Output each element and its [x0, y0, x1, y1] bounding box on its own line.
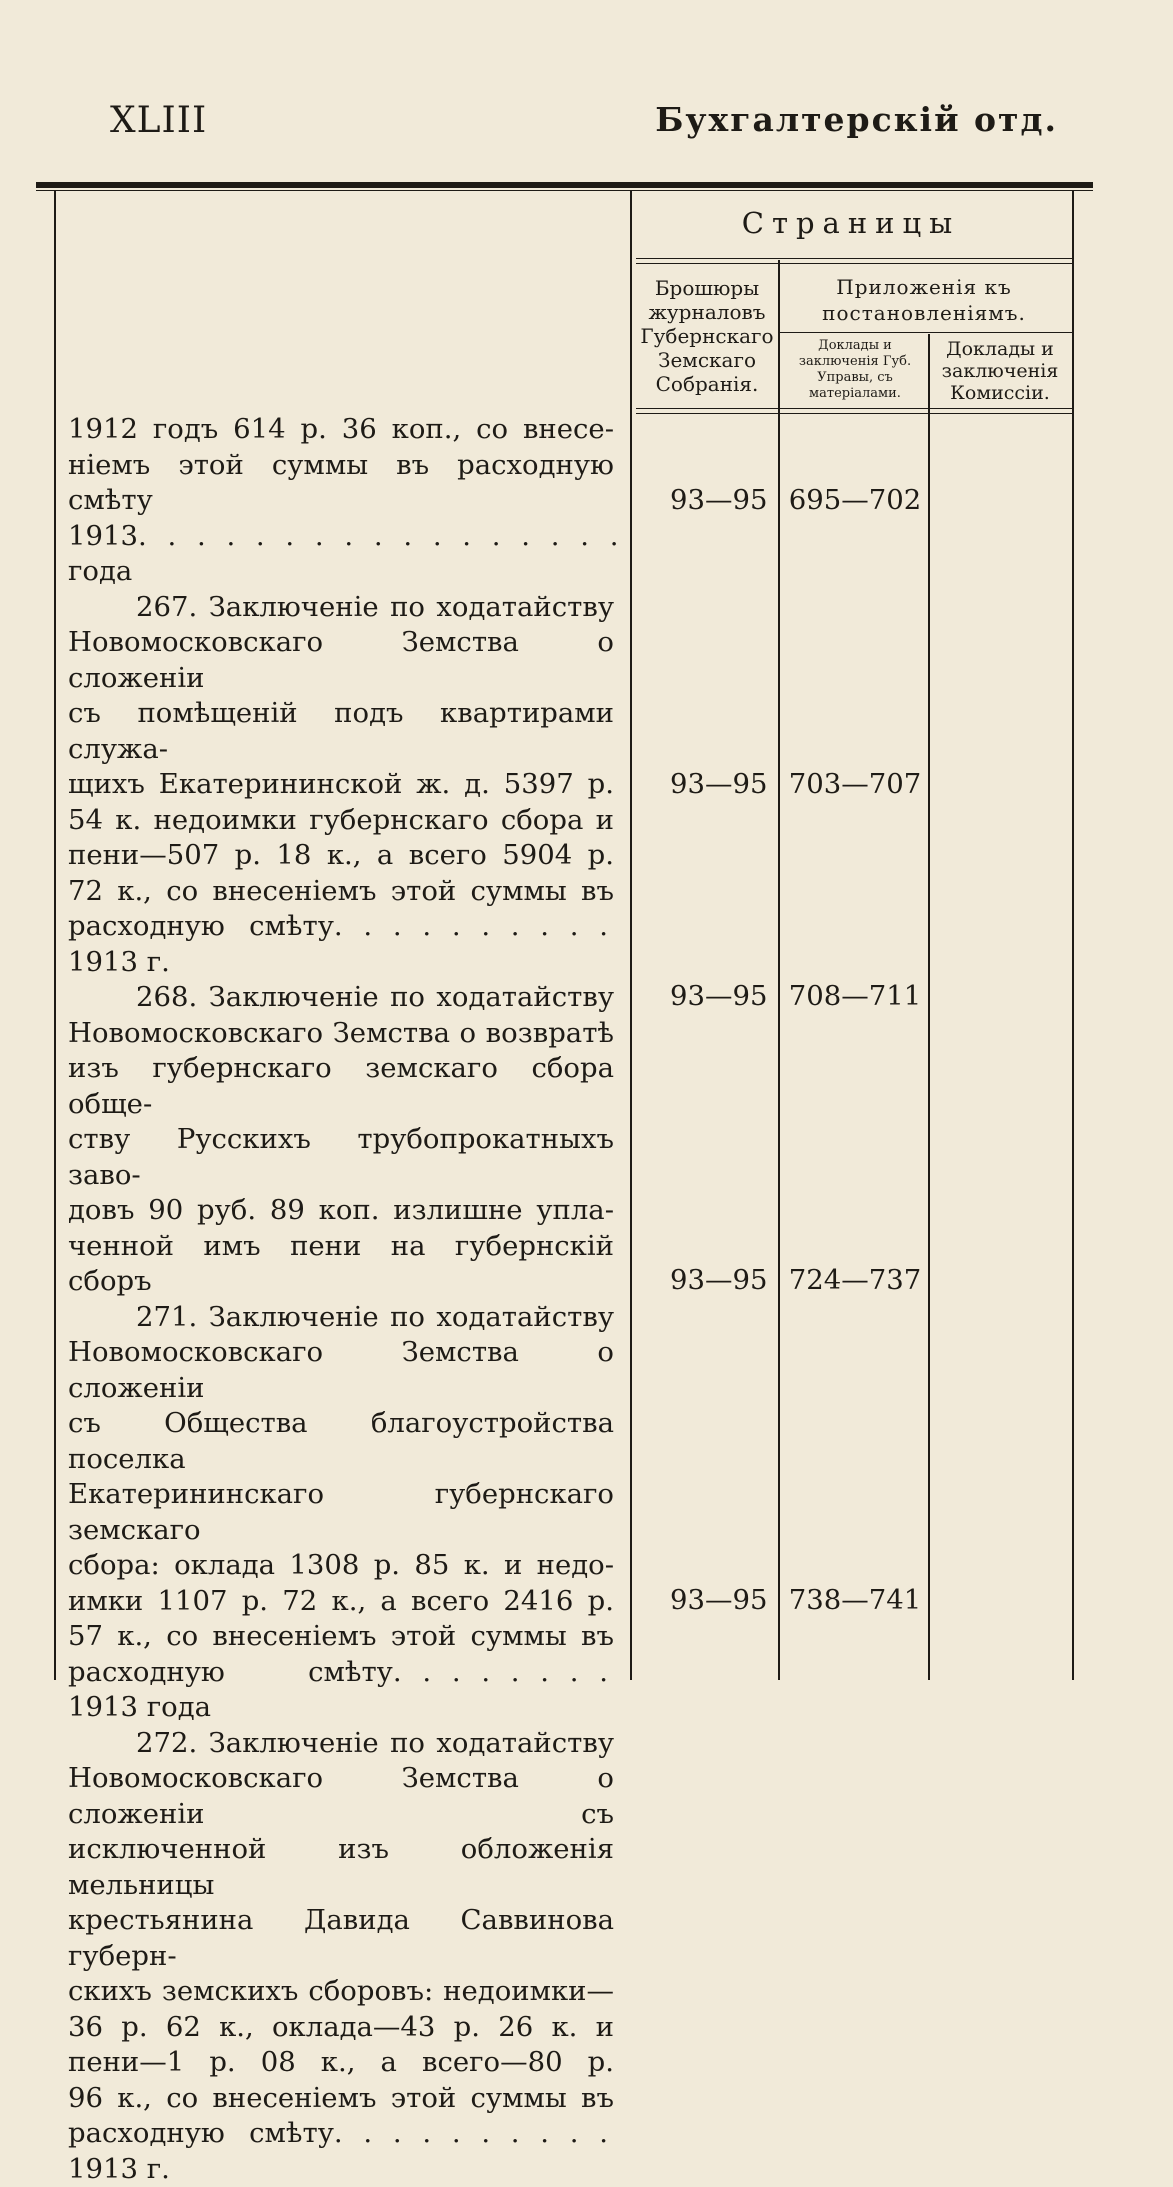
header-rule-3b [636, 413, 1072, 414]
leader-dots: . . . . . . . . [392, 1655, 614, 1688]
entry-line: Новомосковскаго Земства о возвратѣ [68, 1016, 614, 1049]
entry-line: имки 1107 р. 72 к., а всего 2416 р. [68, 1584, 614, 1617]
leader-dots: . . . . . . . . . . . . . . . . . [138, 519, 625, 552]
entry-line: ству Русскихъ трубопрокатныхъ заво- [68, 1123, 614, 1191]
column-header-pages: Страницы [741, 206, 961, 240]
leader-dots: . . . . . . . . . . [333, 2117, 614, 2149]
entry-line: изъ губернскаго земскаго сбора обще- [68, 1052, 614, 1120]
header-rule-1b [636, 263, 1072, 264]
column-divider-brochures [778, 260, 780, 1680]
entry-line: съ помѣщеній подъ квартирами служа- [68, 697, 614, 765]
entry-line: 54 к. недоимки губернскаго сбора и [68, 803, 614, 836]
column-header-reports-uprava: Доклады и заключенія Губ. Управы, съ матеріалами. [798, 338, 912, 401]
entry-last-text: расходную смѣту 1913 г. [68, 910, 334, 978]
brochure-pages: 93—95 [670, 980, 768, 1012]
entry-line: съ Общества благоустройства поселка [68, 1407, 614, 1475]
entry-line: 96 к., со внесеніемъ этой суммы въ [68, 2081, 614, 2114]
column-divider-text [630, 190, 632, 1680]
entry-line: 267. Заключеніе по ходатайству [136, 590, 614, 623]
entry-line: довъ 90 руб. 89 коп. излишне упла- [68, 1194, 614, 1226]
entry-line: Новомосковскаго Земства о сложеніи съ [68, 1762, 614, 1830]
header-rule-3 [636, 408, 1072, 409]
entry-line: 271. Заключеніе по ходатайству [136, 1300, 614, 1333]
column-header-brochures: Брошюры журналовъ Губернскаго Земскаго Собранія. [640, 276, 774, 396]
entry-line: сбора: оклада 1308 р. 85 к. и недо- [68, 1549, 614, 1581]
appendix-pages: 703—707 [788, 768, 922, 800]
page-number: XLIII [110, 100, 208, 141]
entry-line: скихъ земскихъ сборовъ: недоимки— [68, 1975, 614, 2007]
entry-last-line [68, 2116, 614, 2187]
column-divider-appendices [928, 334, 930, 1680]
entry-line: крестьянина Давида Саввинова губерн- [68, 1904, 614, 1972]
entry-last-text: ченной имъ пени на губернскій сборъ [68, 1229, 614, 1297]
header-rule-2 [780, 332, 1072, 333]
entries-text [68, 412, 625, 2187]
entry-line: 272. Заключеніе по ходатайству [136, 1726, 614, 1759]
header-rule-1 [636, 258, 1072, 259]
entry-line: Новомосковскаго Земства о сложеніи [68, 626, 614, 694]
entry-line: ніемъ этой суммы въ расходную смѣту [68, 448, 614, 516]
entry-line: пени—507 р. 18 к., а всего 5904 р. [68, 839, 614, 871]
column-header-appendices: Приложенія къ постановленіямъ. [822, 275, 1026, 325]
leader-dots: . . . . . . . . . . [333, 910, 614, 942]
top-rule-thin [36, 190, 1093, 191]
entry-line: пени—1 р. 08 к., а всего—80 р. [68, 2046, 614, 2078]
entry-line: 72 к., со внесеніемъ этой суммы въ [68, 874, 614, 907]
entry-last-line [68, 519, 625, 590]
entry-line: Новомосковскаго Земства о сложеніи [68, 1336, 614, 1404]
entry-line: 57 к., со внесеніемъ этой суммы въ [68, 1620, 614, 1652]
entry-line: 36 р. 62 к., оклада—43 р. 26 к. и [68, 2010, 614, 2043]
brochure-pages: 93—95 [670, 1264, 768, 1296]
entry-line: 1912 годъ 614 р. 36 коп., со внесе- [68, 413, 614, 445]
appendix-pages: 724—737 [788, 1264, 922, 1296]
column-header-reports-commission: Доклады и заключенія Комиссіи. [941, 338, 1059, 404]
entry-last-line [68, 1655, 614, 1726]
table-left-border [54, 190, 56, 1680]
entry-last-line [68, 1229, 614, 1300]
entry-line: исключенной изъ обложенія мельницы [68, 1833, 614, 1901]
appendix-pages: 708—711 [788, 980, 922, 1012]
entry-last-text: 1913 года [68, 519, 138, 587]
appendix-pages: 695—702 [788, 484, 922, 516]
brochure-pages: 93—95 [670, 1584, 768, 1616]
brochure-pages: 93—95 [670, 768, 768, 800]
entry-line: Екатерининскаго губернскаго земскаго [68, 1478, 614, 1546]
entry-line: 268. Заключеніе по ходатайству [136, 981, 614, 1013]
table-right-border [1072, 190, 1074, 1680]
entry-last-text: расходную смѣту 1913 года [68, 1655, 393, 1723]
brochure-pages: 93—95 [670, 484, 768, 516]
entry-last-line [68, 909, 614, 980]
top-rule [36, 182, 1093, 188]
entry-last-text: расходную смѣту 1913 г. [68, 2117, 334, 2185]
appendix-pages: 738—741 [788, 1584, 922, 1616]
section-title: Бухгалтерскій отд. [655, 100, 1058, 139]
entry-line: щихъ Екатерининской ж. д. 5397 р. [68, 768, 614, 800]
